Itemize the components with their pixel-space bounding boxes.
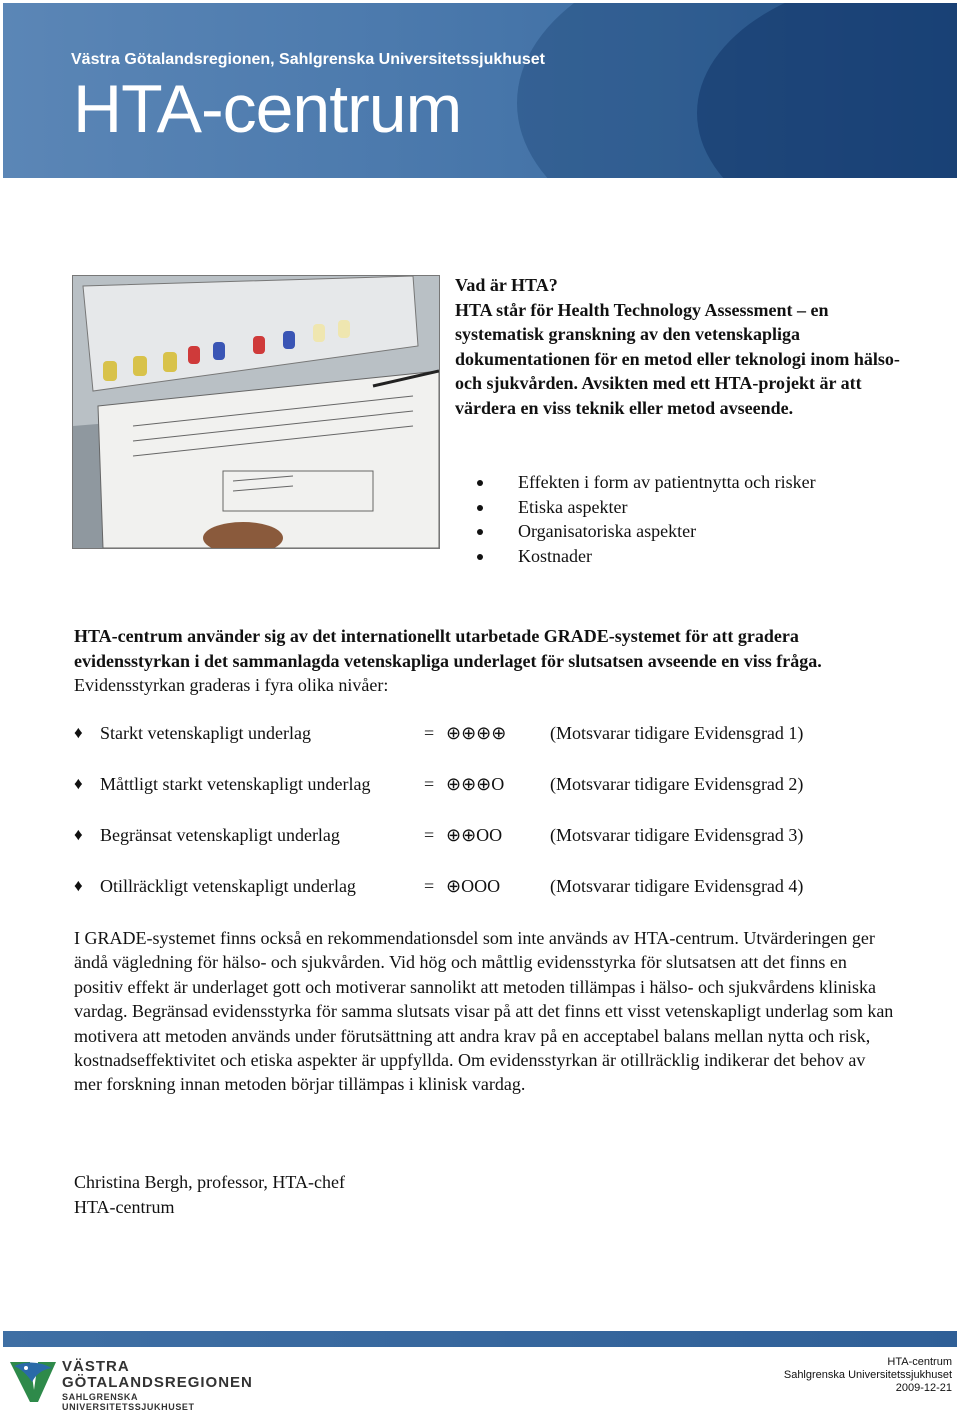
equals-sign: =	[424, 876, 435, 896]
list-item: Effekten i form av patientnytta och risker	[475, 470, 816, 495]
list-item: Kostnader	[475, 544, 816, 569]
equals-sign: =	[424, 723, 435, 743]
evidence-level-row	[74, 825, 894, 851]
grade-intro-paragraph	[74, 624, 874, 698]
equals-sign: =	[424, 774, 435, 794]
logo-line-2: GÖTALANDSREGIONEN	[62, 1374, 253, 1391]
level-label: Begränsat vetenskapligt underlag	[100, 825, 340, 845]
logo-line-3: SAHLGRENSKA UNIVERSITETSSJUKHUSET	[62, 1392, 195, 1412]
medical-photo	[72, 275, 440, 549]
page-title: HTA-centrum	[73, 71, 462, 147]
signature-name: Christina Bergh, professor, HTA-chef	[74, 1172, 345, 1192]
signature-unit: HTA-centrum	[74, 1196, 175, 1217]
footer-date: 2009-12-21	[895, 1382, 952, 1394]
diamond-bullet-icon: ♦	[74, 723, 83, 742]
body-paragraph: I GRADE-systemet finns också en rekommendationsdel som inte används av HTA-centrum. Utvärderingen ger ändå vägledning för hälso- och sjukvården. Vid hög och måttlig evidensstyrka för slutsatsen att det finns en positiv effekt är underlaget gott och motiverar sannolikt att metoden tillämpas i hälso- och sjukvårdens kliniska vardag. Begränsad evidensstyrka för samma slutsats visar på att det finns ett visst vetenskapligt underlag som kan motivera att metoden används under förutsättning att andra krav på en acceptabel balans mellan nytta och risk, kostnadseffektivitet och etiska aspekter är uppfyllda. Om evidensstyrkan är otillräcklig indikerar det behov av mer forskning innan metoden börjar tillämpas i klinisk vardag.	[74, 928, 894, 1095]
footer-hospital: Sahlgrenska Universitetssjukhuset	[783, 1369, 952, 1381]
footer-unit: HTA-centrum	[887, 1356, 952, 1368]
grade-intro-normal: Evidensstyrkan graderas i fyra olika nivåer:	[74, 675, 389, 695]
region-logo	[8, 1356, 268, 1412]
grade-intro-bold: HTA-centrum använder sig av det internationellt utarbetade GRADE-systemet för att gradera evidensstyrkan i det sammanlagda vetenskapliga underlaget för slutsatsen avseende en viss fråga.	[74, 626, 822, 671]
diamond-bullet-icon: ♦	[74, 825, 83, 844]
level-reference: (Motsvarar tidigare Evidensgrad 4)	[550, 876, 804, 896]
intro-heading: Vad är HTA?	[455, 275, 558, 295]
evidence-level-row	[74, 774, 894, 800]
evidence-level-row	[74, 876, 894, 902]
organization-name: Västra Götalandsregionen, Sahlgrenska Universitetssjukhuset	[71, 51, 545, 68]
aspect-list	[475, 470, 816, 569]
signature-block	[74, 1170, 345, 1219]
list-item: Organisatoriska aspekter	[475, 519, 816, 544]
level-reference: (Motsvarar tidigare Evidensgrad 2)	[550, 774, 804, 794]
intro-text: HTA står för Health Technology Assessment – en systematisk granskning av den vetenskapliga dokumentationen för en metod eller teknologi inom hälso- och sjukvården. Avsikten med ett HTA-projekt är att värdera en viss teknik eller metod avseende.	[455, 299, 900, 418]
header-banner	[3, 3, 957, 178]
level-label: Starkt vetenskapligt underlag	[100, 723, 311, 743]
equals-sign: =	[424, 825, 435, 845]
evidence-level-row	[74, 723, 894, 749]
footer-info	[784, 1356, 952, 1395]
grade-symbols: ⊕⊕⊕O	[446, 774, 505, 794]
grade-symbols: ⊕⊕OO	[446, 825, 503, 845]
diamond-bullet-icon: ♦	[74, 876, 83, 895]
logo-line-1: VÄSTRA	[62, 1358, 130, 1375]
level-label: Måttligt starkt vetenskapligt underlag	[100, 774, 371, 794]
medicine-dispenser-illustration	[73, 276, 439, 548]
intro-block	[455, 273, 915, 420]
diamond-bullet-icon: ♦	[74, 774, 83, 793]
level-reference: (Motsvarar tidigare Evidensgrad 1)	[550, 723, 804, 743]
region-emblem-icon	[8, 1356, 58, 1406]
level-label: Otillräckligt vetenskapligt underlag	[100, 876, 356, 896]
list-item: Etiska aspekter	[475, 495, 816, 520]
footer-bar	[3, 1331, 957, 1347]
grade-symbols: ⊕⊕⊕⊕	[446, 723, 507, 743]
grade-symbols: ⊕OOO	[446, 876, 501, 896]
level-reference: (Motsvarar tidigare Evidensgrad 3)	[550, 825, 804, 845]
